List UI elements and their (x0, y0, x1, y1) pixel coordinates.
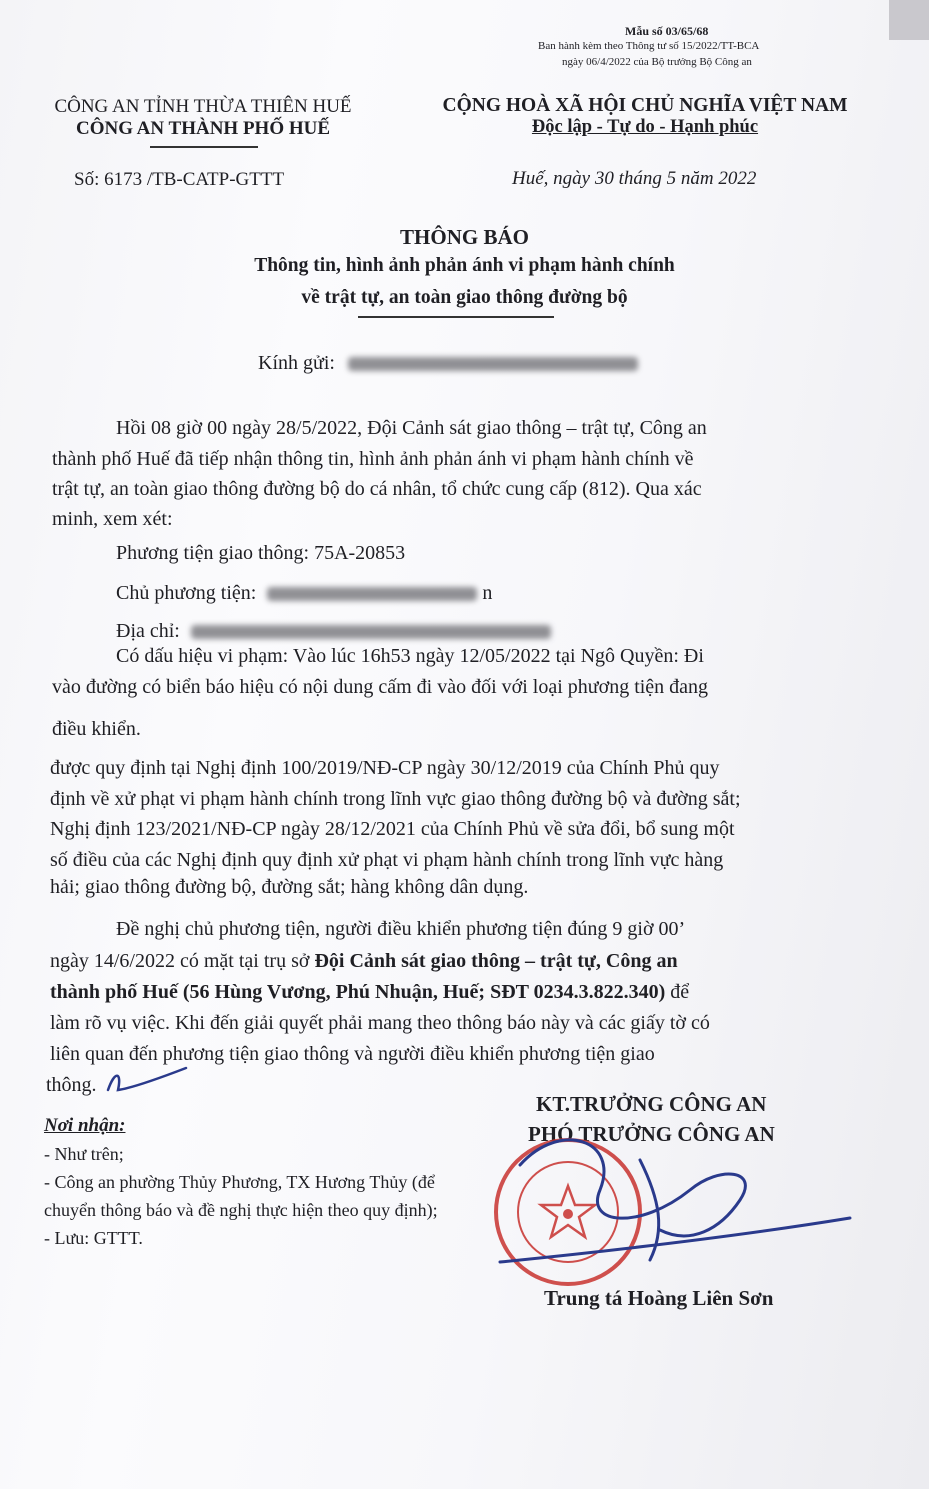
recipient-1: - Như trên; (44, 1144, 124, 1164)
regulation-line-2: định về xử phạt vi phạm hành chính trong lĩnh vực giao thông đường bộ và đường sắt; (50, 788, 741, 810)
request-line-2-b: Đội Cảnh sát giao thông – trật tự, Công an (314, 950, 678, 972)
document-number: Số: 6173 /TB-CATP-GTTT (74, 169, 285, 190)
subtitle-line-2: về trật tự, an toàn giao thông đường bộ (301, 287, 628, 308)
violation-line-1: Có dấu hiệu vi phạm: Vào lúc 16h53 ngày 12/05/2022 tại Ngô Quyền: Đi (116, 645, 704, 667)
agency-line-1: CÔNG AN TỈNH THỪA THIÊN HUẾ (54, 96, 352, 117)
regulation-line-3: Nghị định 123/2021/NĐ-CP ngày 28/12/2021 của Chính Phủ về sửa đổi, bổ sung một (50, 818, 735, 840)
request-line-1: Đề nghị chủ phương tiện, người điều khiển phương tiện đúng 9 giờ 00’ (116, 918, 686, 940)
signer-name: Trung tá Hoàng Liên Sơn (544, 1286, 774, 1310)
official-stamp (496, 1140, 640, 1284)
violation-line-3: điều khiển. (52, 718, 141, 740)
request-line-6: thông. (46, 1074, 97, 1096)
document-title: THÔNG BÁO (400, 225, 529, 249)
recipient-2: - Công an phường Thủy Phương, TX Hương Thủy (để chuyển thông báo và đề nghị thực hiện theo quy định); (44, 1172, 438, 1220)
para1-line-4: minh, xem xét: (52, 508, 173, 530)
recipient-3: - Lưu: GTTT. (44, 1228, 143, 1248)
request-line-5: liên quan đến phương tiện giao thông và người điều khiển phương tiện giao (50, 1043, 655, 1065)
request-line-2-a: ngày 14/6/2022 có mặt tại trụ sở (50, 950, 315, 972)
address-label: Địa chỉ: (116, 620, 180, 642)
document-date: Huế, ngày 30 tháng 5 năm 2022 (512, 168, 757, 189)
vehicle-plate: Phương tiện giao thông: 75A-20853 (116, 542, 406, 564)
request-line-3-a: thành phố Huế (56 Hùng Vương, Phú Nhuận, Huế; SĐT 0234.3.822.340) (50, 981, 666, 1003)
para1-line-1: Hồi 08 giờ 00 ngày 28/5/2022, Đội Cảnh sát giao thông – trật tự, Công an (116, 417, 707, 439)
owner-visible-tail: n (482, 582, 493, 604)
signature-scribble (500, 1140, 850, 1262)
request-line-4: làm rõ vụ việc. Khi đến giải quyết phải mang theo thông báo này và các giấy tờ có (50, 1012, 710, 1034)
initial-scribble (108, 1068, 186, 1090)
national-motto: Độc lập - Tự do - Hạnh phúc (531, 117, 759, 137)
greeting-label: Kính gửi: (258, 352, 335, 374)
agency-line-2: CÔNG AN THÀNH PHỐ HUẾ (75, 118, 331, 139)
signature-title-2: PHÓ TRƯỞNG CÔNG AN (528, 1122, 775, 1146)
request-line-3-b: để (665, 981, 690, 1003)
violation-line-2: vào đường có biển báo hiệu có nội dung cấm đi vào đối với loại phương tiện đang (52, 676, 709, 698)
regulation-line-1: được quy định tại Nghị định 100/2019/NĐ-CP ngày 30/12/2019 của Chính Phủ quy (50, 757, 720, 779)
form-issued-line-1: Ban hành kèm theo Thông tư số 15/2022/TT-BCA (538, 40, 760, 52)
regulation-line-5: hải; giao thông đường bộ, đường sắt; hàng không dân dụng. (50, 876, 529, 898)
signature-title-1: KT.TRƯỞNG CÔNG AN (536, 1092, 767, 1116)
form-code: Mẫu số 03/65/68 (625, 24, 709, 38)
para1-line-3: trật tự, an toàn giao thông đường bộ do cá nhân, tổ chức cung cấp (812). Qua xác (52, 478, 702, 500)
country-name: CỘNG HOÀ XÃ HỘI CHỦ NGHĨA VIỆT NAM (442, 95, 848, 116)
form-issued-line-2: ngày 06/4/2022 của Bộ trưởng Bộ Công an (562, 56, 752, 68)
para1-line-2: thành phố Huế đã tiếp nhận thông tin, hình ảnh phản ánh vi phạm hành chính về (52, 448, 694, 470)
owner-label: Chủ phương tiện: (116, 582, 257, 604)
recipients-heading: Nơi nhận: (44, 1115, 126, 1136)
regulation-line-4: số điều của các Nghị định quy định xử phạt vi phạm hành chính trong lĩnh vực hàng (50, 849, 724, 871)
subtitle-line-1: Thông tin, hình ảnh phản ánh vi phạm hành chính (254, 255, 675, 276)
